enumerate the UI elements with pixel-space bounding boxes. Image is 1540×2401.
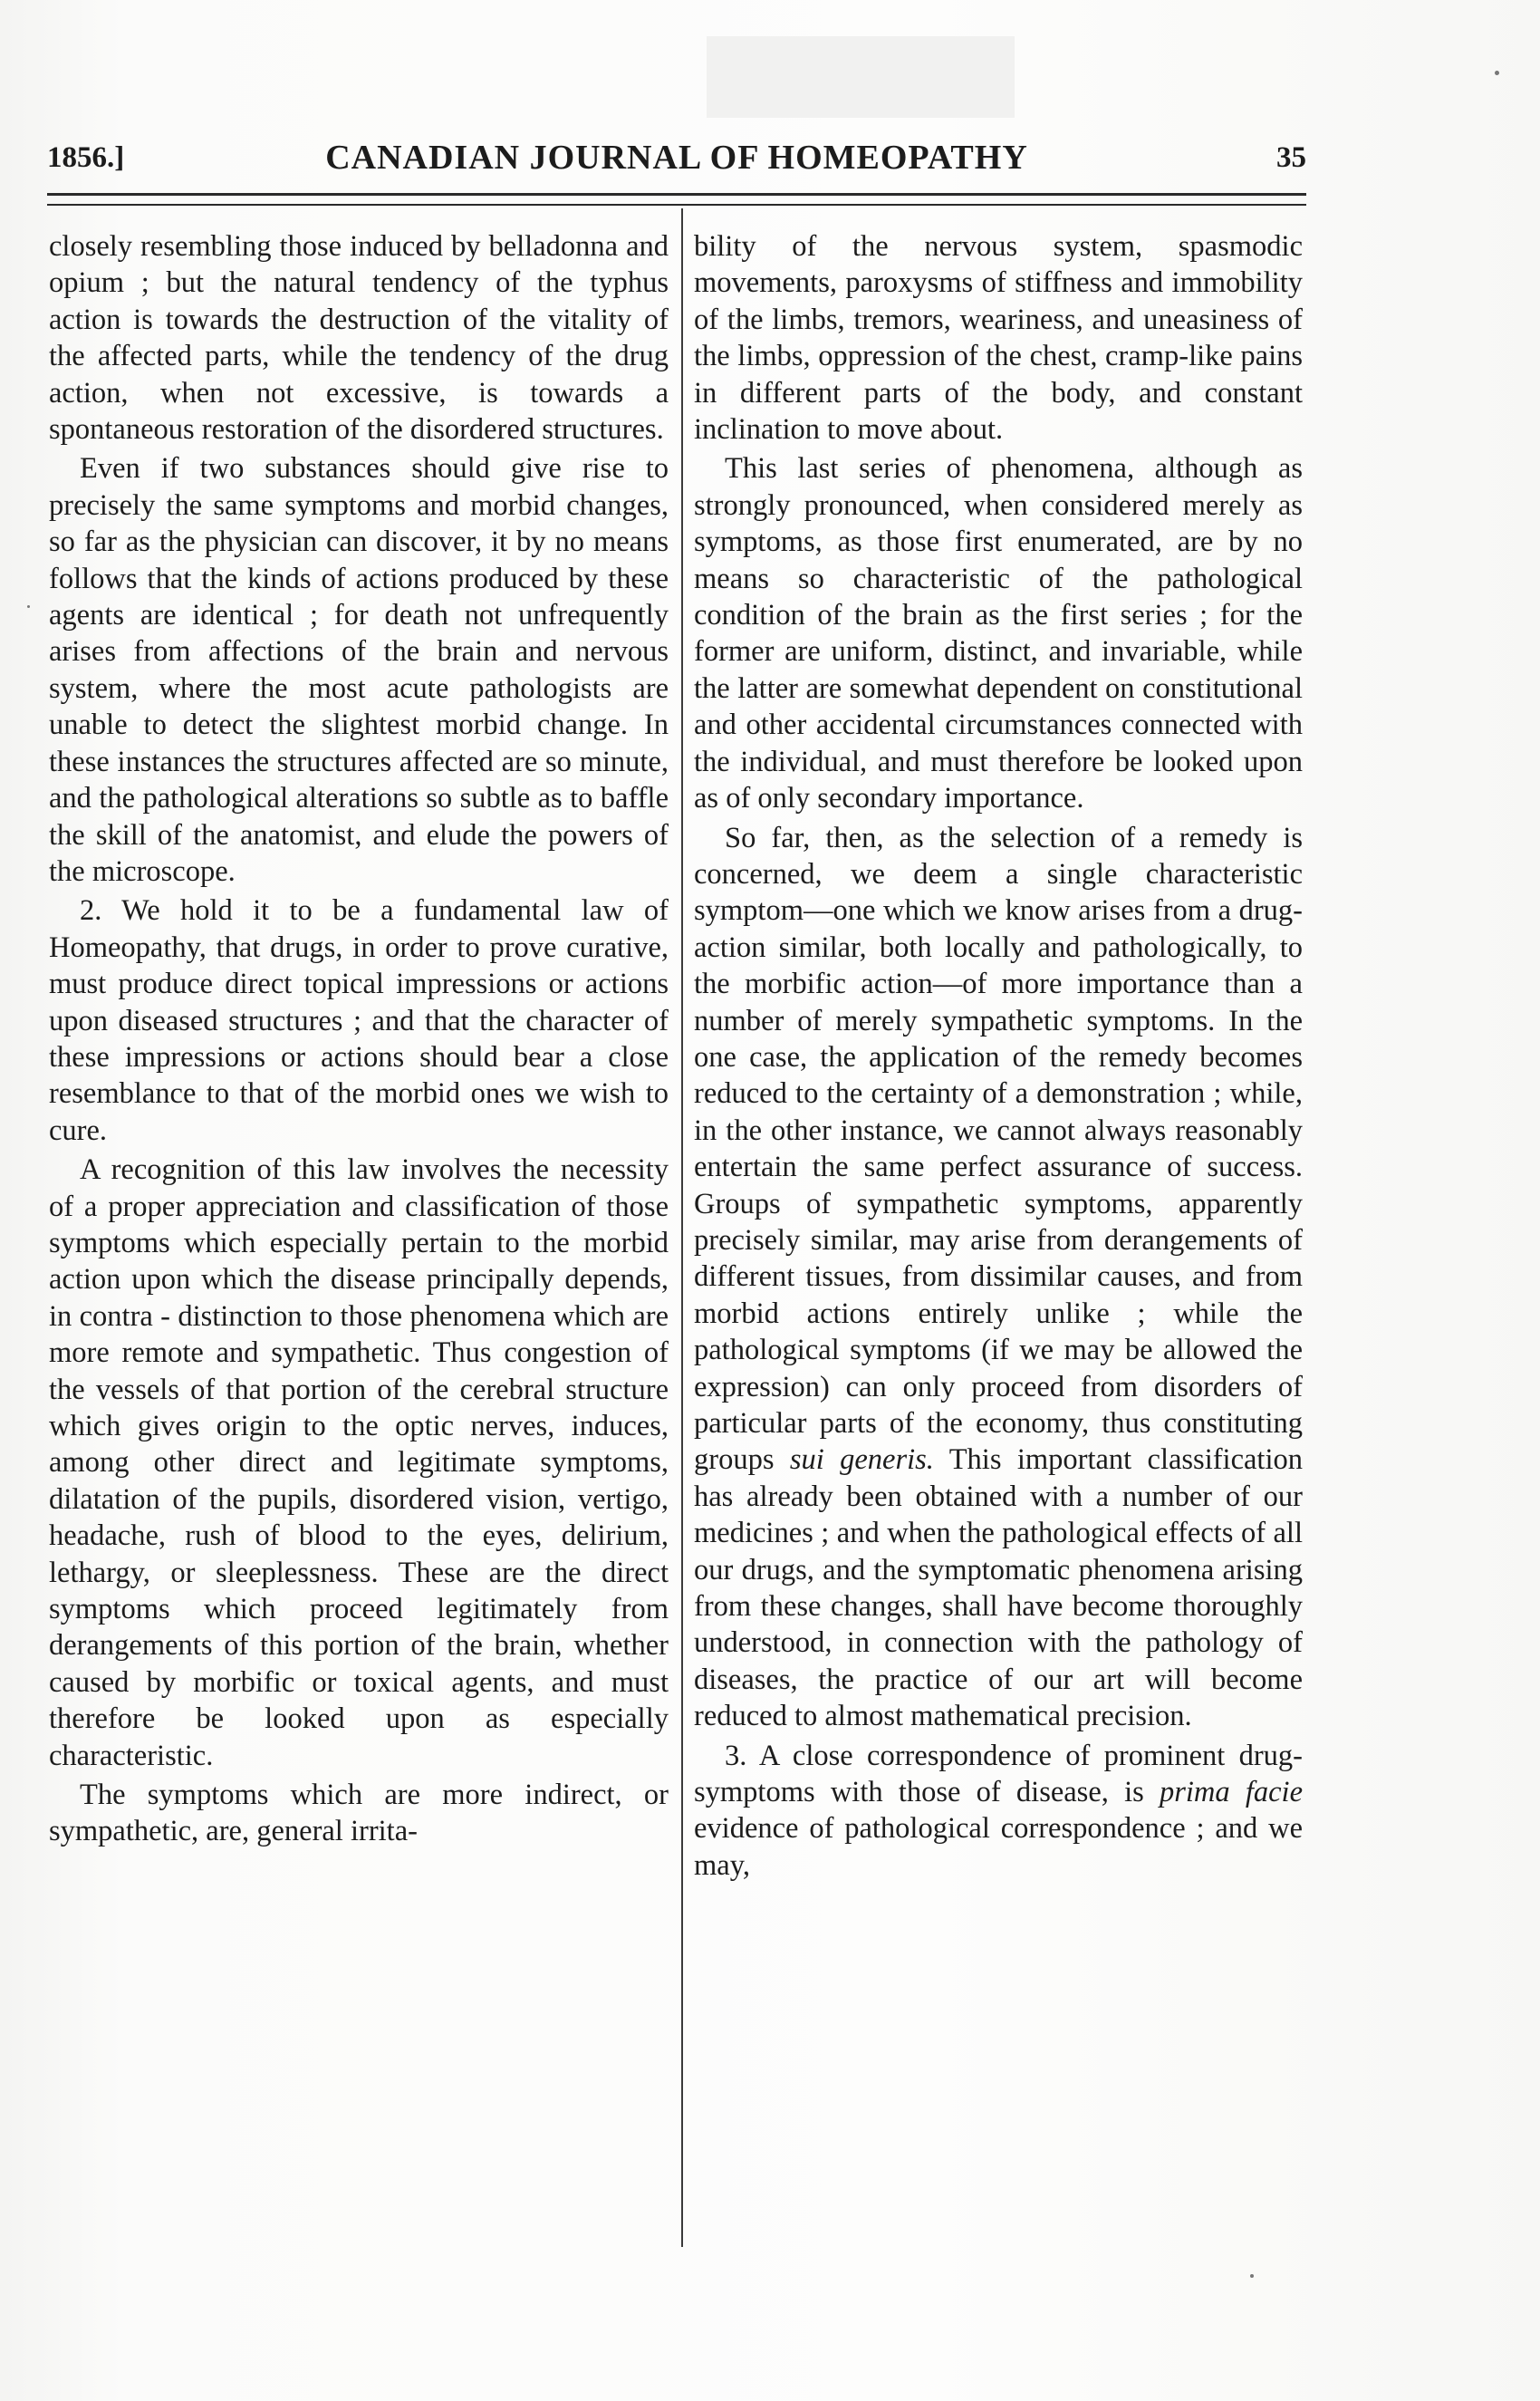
paragraph: A recognition of this law involves the necessity of a proper appreciation and classification of those symptoms which especially pertain to the morbid action upon which the disease principally depends, in contra - distinction to those phenomena which are more remote and sympathetic. Thus congestion of the vessels of that portion of the cerebral structure which gives origin to the optic nerves, induces, among other direct and legitimate symptoms, dilatation of the pupils, disordered vision, vertigo, headache, rush of blood to the eyes, delirium, lethargy, or sleeplessness. These are the direct symptoms which proceed legitimately from derangements of this portion of the brain, whether caused by morbific or toxical agents, and must therefore be looked upon as especially characteristic. [49,1153,669,1772]
paragraph-text: So far, then, as the selection of a remedy is concerned, we deem a single characteristic symptom—one which we know arises from a drug-action similar, both locally and pathologically, to the morbific action—of more importance than a number of merely sympathetic symptoms. In the one case, the application of the remedy becomes reduced to the certainty of a demonstration ; while, in the other instance, we cannot always reasonably entertain the same perfect assurance of success. Groups of sympathetic symptoms, apparently precisely similar, may arise from derangements of different tissues, from dissimilar causes, and from morbid actions entirely unlike ; while the pathological symptoms (if we may be allowed the expression) can only proceed from disorders of particular parts of the economy, thus constituting groups [694,821,1303,1477]
header-title: CANADIAN JOURNAL OF HOMEOPATHY [325,139,1028,177]
paragraph [694,820,1303,1735]
page-number: 35 [1276,141,1306,174]
paragraph: bility of the nervous system, spasmodic movements, paroxysms of stiffness and immobility of the limbs, tremors, weariness, and uneasiness of the limbs, oppression of the chest, cramp-like pains in different parts of the body, and constant inclination to move about. [694,230,1303,447]
paragraph: This last series of phenomena, although as strongly pronounced, when considered merely as symptoms, as those first enumerated, are by no means so characteristic of the pathological condition of the brain as the first series ; for the former are uniform, distinct, and invariable, while the latter are somewhat dependent on constitutional and other accidental circumstances connected with the individual, and must therefore be looked upon as of only secondary importance. [694,452,1303,815]
running-header [47,136,1306,190]
left-column [49,228,669,1853]
paragraph: The symptoms which are more indirect, or sympathetic, are, general irrita- [49,1779,669,1848]
scan-speck [27,605,30,608]
paragraph: 2. We hold it to be a fundamental law of Homeopathy, that drugs, in order to prove curative, must produce direct topical impressions or actions upon diseased structures ; and that the character of these impressions or actions should bear a close resemblance to that of the morbid ones we wish to cure. [49,894,669,1147]
column-divider [681,208,683,2247]
paragraph: Even if two substances should give rise to precisely the same symptoms and morbid changes, so far as the physician can discover, it by no means follows that the kinds of actions produced by these agents are identical ; for death not unfrequently arises from affections of the brain and nervous system, where the most acute pathologists are unable to detect the slightest morbid change. In these instances the structures affected are so minute, and the pathological alterations so subtle as to baffle the skill of the anatomist, and elude the powers of the microscope. [49,452,669,888]
paragraph-text: This important classification has already been obtained with a number of our medicines ; and when the pathological effects of all our drugs, and the symptomatic phenomena arising from these changes, shall have become thoroughly understood, in connection with the pathology of diseases, the practice of our art will become reduced to almost mathematical precision. [694,1443,1303,1733]
italic-phrase: prima facie [1160,1776,1304,1809]
paragraph: closely resembling those induced by belladonna and opium ; but the natural tendency of the typhus action is towards the destruction of the vitality of the affected parts, while the tendency of the drug action, when not excessive, is towards a spontaneous restoration of the disordered structures. [49,230,669,447]
scan-speck [1495,71,1499,75]
header-year: 1856.] [47,141,125,174]
right-column [694,228,1303,1886]
header-rule-bottom [47,204,1306,206]
scan-shade [707,36,1015,118]
scan-speck [1250,2274,1254,2278]
paragraph-text: evidence of pathological correspondence ; and we may, [694,1812,1303,1882]
paragraph [694,1738,1303,1885]
paragraph-text: 3. A close correspondence of prominent drug-symptoms with those of disease, is [694,1739,1303,1809]
header-rule-top [47,193,1306,196]
italic-phrase: sui generis. [789,1443,934,1477]
